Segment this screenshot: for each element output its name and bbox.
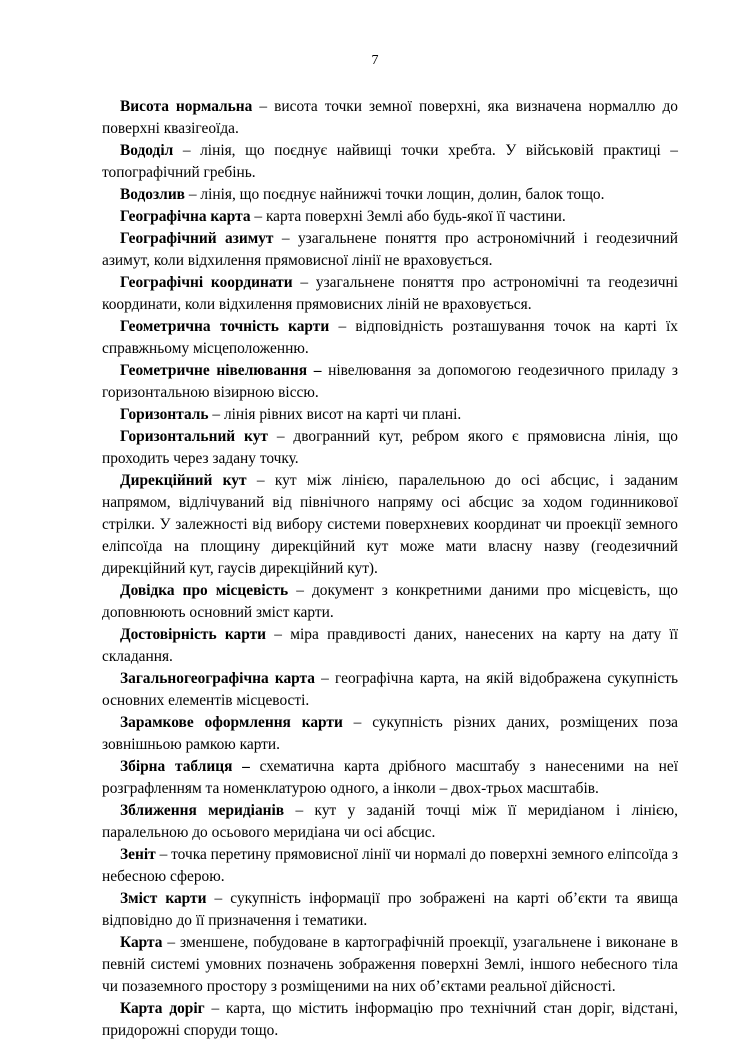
glossary-entry <box>102 756 678 800</box>
entry-term: Зеніт <box>120 846 156 863</box>
entry-definition: – двогранний кут, ребром якого є прямовисна лінія, що проходить через задану точку. <box>102 428 678 467</box>
entry-definition: – сукупність інформації про зображені на карті об’єкти та явища відповідно до її призначення і тематики. <box>102 890 678 929</box>
entry-term: Достовірність карти <box>120 626 266 643</box>
entry-definition: схематична карта дрібного масштабу з нанесеними на неї розграфленням та номенклатурою одного, а інколи – двох-трьох масштабів. <box>102 758 678 797</box>
entry-term: Горизонтальний кут <box>120 428 268 445</box>
glossary-entry <box>102 404 678 426</box>
entry-term: Загальногеографічна карта <box>120 670 315 687</box>
glossary-entry <box>102 624 678 668</box>
entry-term: Горизонталь <box>120 406 209 423</box>
entry-definition: – сукупність різних даних, розміщених поза зовнішньою рамкою карти. <box>102 714 678 753</box>
glossary-entry <box>102 184 678 206</box>
entry-term: Географічні координати <box>120 274 293 291</box>
glossary-entry <box>102 580 678 624</box>
glossary-entry <box>102 426 678 470</box>
entry-definition: – кут між лінією, паралельною до осі абсцис, і заданим напрямом, відлічуваний від північного напряму осі абсцис за ходом годинникової стрілки. У залежності від вибору системи поверхневих координат чи проекції земного еліпсоїда на площину дирекційний кут може мати власну назву (геодезичний дирекційний кут, гаусів дирекційний кут). <box>102 472 678 577</box>
entry-term: Збірна таблиця – <box>120 758 250 775</box>
glossary-entry <box>102 800 678 844</box>
entry-term: Карта <box>120 934 163 951</box>
glossary-entry <box>102 844 678 888</box>
glossary-entry <box>102 206 678 228</box>
entry-term: Зближення меридіанів <box>120 802 285 819</box>
entry-definition: – зменшене, побудоване в картографічній проекції, узагальнене і виконане в певній системі умовних позначень зображення поверхні Землі, іншого небесного тіла чи позаземного простору з розміщеними на них об’єктами реальної дійсності. <box>102 934 678 995</box>
entry-term: Довідка про місцевість <box>120 582 289 599</box>
entry-definition: – лінія, що поєднує найнижчі точки лощин, долин, балок тощо. <box>185 186 605 203</box>
entry-definition: – лінія рівних висот на карті чи плані. <box>208 406 462 423</box>
entry-term: Географічна карта <box>120 208 251 225</box>
entry-definition: – міра правдивості даних, нанесених на карту на дату її складання. <box>102 626 678 665</box>
page-number: 7 <box>371 53 379 68</box>
glossary-entry <box>102 316 678 360</box>
entry-term: Висота нормальна <box>120 98 253 115</box>
entry-definition: нівелювання за допомогою геодезичного приладу з горизонтальною візирною віссю. <box>102 362 678 401</box>
entry-term: Зарамкове оформлення карти <box>120 714 343 731</box>
glossary-entry <box>102 228 678 272</box>
glossary-entry <box>102 668 678 712</box>
entry-definition: – географічна карта, на якій відображена сукупність основних елементів місцевості. <box>102 670 678 709</box>
entry-term: Геометрична точність карти <box>120 318 330 335</box>
entry-term: Карта доріг <box>120 1000 205 1017</box>
entry-definition: – карта, що містить інформацію про технічний стан доріг, відстані, придорожні споруди тощо. <box>102 1000 678 1039</box>
entry-definition: – лінія, що поєднує найвищі точки хребта. У військовій практиці – топографічний гребінь. <box>102 142 678 181</box>
entry-definition: – узагальнене поняття про астрономічні та геодезичні координати, коли відхилення прямовисних ліній не враховується. <box>102 274 678 313</box>
entry-definition: – документ з конкретними даними про місцевість, що доповнюють основний зміст карти. <box>102 582 679 621</box>
glossary-entry <box>102 96 678 140</box>
glossary-entry <box>102 360 678 404</box>
entry-definition: – карта поверхні Землі або будь-якої її частини. <box>250 208 566 225</box>
glossary-entry <box>102 712 678 756</box>
glossary-entry <box>102 140 678 184</box>
entry-term: Зміст карти <box>120 890 207 907</box>
glossary-entry <box>102 272 678 316</box>
entry-term: Географічний азимут <box>120 230 274 247</box>
entry-term: Вододіл <box>120 142 174 159</box>
glossary-entry <box>102 470 678 580</box>
entry-definition: – висота точки земної поверхні, яка визначена нормаллю до поверхні квазігеоїда. <box>102 98 678 137</box>
glossary-entry <box>102 998 678 1042</box>
entry-definition: – точка перетину прямовисної лінії чи нормалі до поверхні земного еліпсоїда з небесною сферою. <box>102 846 678 885</box>
entry-definition: – узагальнене поняття про астрономічний і геодезичний азимут, коли відхилення прямовисної лінії не враховується. <box>102 230 678 269</box>
entry-term: Геометричне нівелювання – <box>120 362 322 379</box>
entry-definition: – кут у заданій точці між її меридіаном і лінією, паралельною до осьового меридіана чи осі абсцис. <box>102 802 679 841</box>
glossary-entries <box>102 96 678 1042</box>
entry-term: Водозлив <box>120 186 185 203</box>
glossary-entry <box>102 932 678 998</box>
entry-definition: – відповідність розташування точок на карті їх справжньому місцеположенню. <box>102 318 678 357</box>
entry-term: Дирекційний кут <box>120 472 247 489</box>
glossary-entry <box>102 888 678 932</box>
